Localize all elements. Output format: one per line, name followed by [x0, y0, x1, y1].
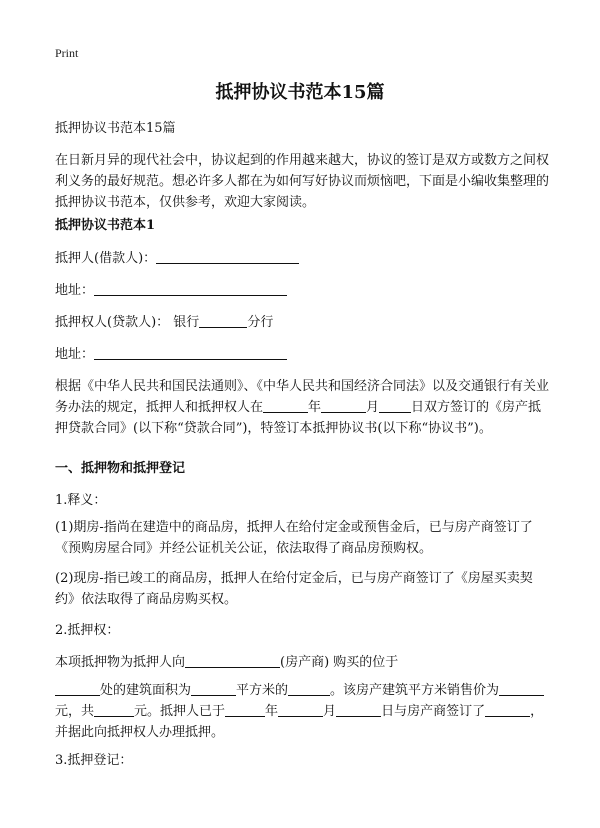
definition-2: (2)现房-指已竣工的商品房，抵押人在给付定金后，已与房产商签订了《房屋买卖契约》依法取得了商品房购买权。	[55, 571, 533, 607]
location-blank	[55, 681, 100, 696]
item-2-heading: 2.抵押权：	[55, 623, 120, 638]
mortgagor-blank	[156, 249, 299, 264]
object-text-1: 本项抵押物为抵押人向	[55, 655, 186, 670]
basis-paragraph	[55, 376, 550, 439]
basis-text-2: 日双方签订的《房产抵押贷款合同》(以下称“贷款合同”)，特签订本抵押协议书(以下称“协议书”)。	[55, 400, 542, 436]
address-blank	[94, 281, 287, 296]
building-text-4: 元，共	[55, 704, 95, 719]
building-text-9: ，并据此向抵押权人办理抵押。	[55, 704, 544, 740]
sign-year-blank	[225, 702, 265, 717]
mortgagee-label: 抵押权人(贷款人)：	[55, 315, 170, 330]
year-label: 年	[308, 400, 322, 415]
print-link[interactable]: Print	[55, 46, 79, 60]
document-title: 抵押协议书范本15篇	[215, 82, 385, 103]
contract-blank	[485, 702, 530, 717]
building-text-5: 元。抵押人已于	[134, 704, 226, 719]
building-text-2: 平方米的	[236, 683, 289, 698]
building-text-7: 月	[323, 704, 337, 719]
definition-1: (1)期房-指尚在建造中的商品房，抵押人在给付定金或预售金后，已与房产商签订了《预购房屋合同》并经公证机关公证，依法取得了商品房预购权。	[55, 520, 533, 556]
day-blank	[379, 398, 411, 413]
object-text-2: (房产商) 购买的位于	[280, 655, 399, 670]
mortgagor-field-row	[55, 248, 550, 269]
bank-blank	[199, 313, 247, 328]
address-label: 地址：	[55, 283, 95, 298]
building-paragraph	[55, 680, 550, 743]
object-paragraph	[55, 652, 550, 673]
building-text-1: 处的建筑面积为	[100, 683, 192, 698]
building-text-6: 年	[265, 704, 279, 719]
document-subtitle: 抵押协议书范本15篇	[55, 121, 176, 136]
address2-field-row	[55, 344, 550, 365]
section-heading: 抵押协议书范本1	[55, 218, 156, 233]
mortgagee-field-row	[55, 312, 550, 333]
item-1-heading: 1.释义：	[55, 493, 107, 508]
property-blank	[288, 681, 330, 696]
developer-blank	[185, 653, 280, 668]
month-blank	[321, 398, 366, 413]
total-blank	[94, 702, 134, 717]
area-blank	[191, 681, 236, 696]
year-blank	[263, 398, 308, 413]
sign-day-blank	[336, 702, 381, 717]
intro-paragraph: 在日新月异的现代社会中，协议起到的作用越来越大，协议的签订是双方或数方之间权利义务的最好规范。想必许多人都在为如何写好协议而烦恼吧，下面是小编收集整理的抵押协议书范本，仅供参考，欢迎大家阅读。	[55, 153, 550, 210]
address-field-row	[55, 280, 550, 301]
chapter-heading: 一、抵押物和抵押登记	[55, 461, 186, 476]
unit-price-blank	[499, 681, 544, 696]
branch-label: 分行	[247, 315, 274, 330]
month-label: 月	[366, 400, 380, 415]
basis-text-1: 根据《中华人民共和国民法通则》、《中华人民共和国经济合同法》以及交通银行有关业务办法的规定，抵押人和抵押权人在	[55, 379, 550, 415]
mortgagor-label: 抵押人(借款人)：	[55, 251, 157, 266]
bank-label: 银行	[173, 315, 200, 330]
item-3-heading: 3.抵押登记：	[55, 753, 133, 768]
address2-blank	[94, 345, 287, 360]
address2-label: 地址：	[55, 347, 95, 362]
sign-month-blank	[278, 702, 323, 717]
building-text-8: 日与房产商签订了	[381, 704, 486, 719]
building-text-3: 。该房产建筑平方米销售价为	[330, 683, 500, 698]
